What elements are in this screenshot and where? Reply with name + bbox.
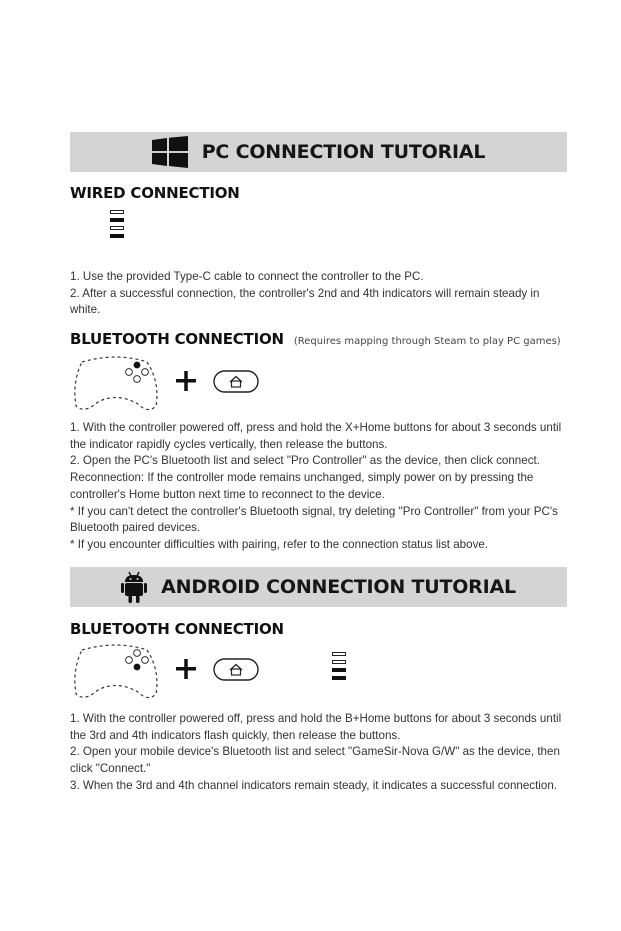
android-step-2: 2. Open your mobile device's Bluetooth list and select "GameSir-Nova G/W" as the device, then click "Connect." [70, 745, 560, 776]
android-robot-icon [121, 570, 147, 604]
pc-button-combo-diagram [72, 354, 272, 419]
pc-bluetooth-step-2: 2. Open the PC's Bluetooth list and select "Pro Controller" as the device, then click connect. Reconnection: If the controller mode remains unchanged, simply power on by pressing the controller's Home button next time to reconnect to the device. [70, 454, 540, 501]
indicator-light-3 [332, 668, 346, 672]
indicator-light-4 [332, 676, 346, 680]
android-step-1: 1. With the controller powered off, press and hold the B+Home buttons for about 3 seconds until the 3rd and 4th indicators flash quickly, then release the buttons. [70, 712, 562, 742]
indicator-light-2 [332, 660, 346, 664]
windows-logo-icon [152, 136, 188, 168]
plus-icon [176, 371, 196, 391]
pc-bluetooth-tip-2: * If you encounter difficulties with pairing, refer to the connection status list above. [70, 537, 489, 551]
pc-bluetooth-step-1: 1. With the controller powered off, press and hold the X+Home buttons for about 3 seconds until the indicator rapidly cycles vertically, then release the buttons. [70, 421, 562, 451]
indicator-light-1 [332, 652, 346, 656]
wired-step-1: 1. Use the provided Type-C cable to connect the controller to the PC. [70, 270, 424, 283]
android-bluetooth-instructions [70, 711, 570, 795]
wired-connection-heading: WIRED CONNECTION [70, 184, 240, 202]
android-bluetooth-heading: BLUETOOTH CONNECTION [70, 620, 284, 638]
indicator-light-4 [110, 234, 124, 238]
controller-outline-icon [75, 357, 157, 410]
home-button-icon [214, 659, 258, 680]
indicator-light-3 [110, 226, 124, 230]
indicator-light-2 [110, 218, 124, 222]
android-tutorial-title: ANDROID CONNECTION TUTORIAL [161, 576, 516, 598]
android-indicator-lights [332, 652, 346, 684]
pc-bluetooth-instructions [70, 420, 570, 554]
pc-tutorial-title: PC CONNECTION TUTORIAL [201, 141, 486, 163]
button-b-highlight [134, 664, 141, 671]
controller-outline-icon [75, 645, 157, 698]
pc-tutorial-banner [70, 132, 567, 172]
android-step-3: 3. When the 3rd and 4th channel indicators remain steady, it indicates a successful connection. [70, 778, 557, 792]
pc-bluetooth-heading-text: BLUETOOTH CONNECTION [70, 330, 284, 348]
plus-icon [176, 659, 196, 679]
home-button-icon [214, 371, 258, 392]
wired-instructions [70, 269, 570, 319]
android-button-combo-diagram [72, 642, 272, 707]
wired-step-2: 2. After a successful connection, the controller's 2nd and 4th indicators will remain steady in white. [70, 286, 540, 317]
android-tutorial-banner [70, 567, 567, 607]
pc-bluetooth-heading [70, 330, 561, 348]
steam-mapping-note: (Requires mapping through Steam to play PC games) [293, 336, 561, 347]
wired-indicator-lights [110, 210, 124, 242]
button-x-highlight [134, 362, 141, 369]
pc-bluetooth-tip-1: * If you can't detect the controller's Bluetooth signal, try deleting "Pro Controller" from your PC's Bluetooth paired devices. [70, 504, 558, 535]
indicator-light-1 [110, 210, 124, 214]
